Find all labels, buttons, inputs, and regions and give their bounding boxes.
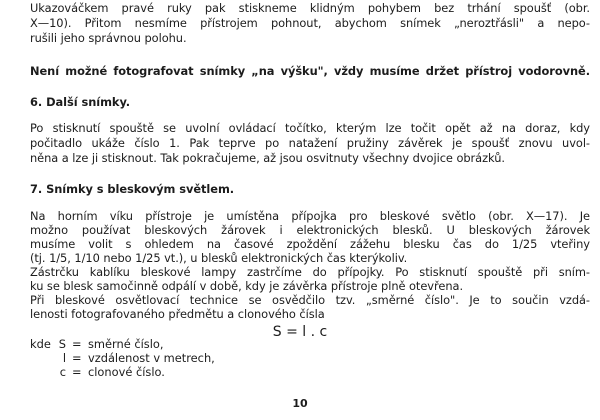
equals-sign: = bbox=[72, 351, 82, 365]
legend-symbol: S bbox=[58, 337, 66, 351]
legend-prefix: kde bbox=[30, 337, 51, 351]
warning-text: Není možné fotografovat snímky „na výšku", vždy musíme držet přístroj vodorovně. bbox=[30, 64, 590, 78]
section-6-heading: 6. Další snímky. bbox=[30, 95, 131, 109]
paragraph-3-line-8: lenosti fotografovaného předmětu a clonového čísla bbox=[30, 307, 325, 321]
paragraph-1-line-2: X—10). Přitom nesmíme přístrojem pohnout, abychom snímek „neroztřásli" a nepo- bbox=[30, 16, 590, 30]
paragraph-3-line-7: Při bleskové osvětlovací technice se osvědčilo tzv. „směrné číslo". Je to součin vzdá- bbox=[30, 293, 590, 307]
paragraph-3-line-3: musíme volit s ohledem na časové zpoždění zážehu blesku čas do 1/25 vteřiny bbox=[30, 237, 590, 251]
paragraph-2-line-1: Po stisknutí spouště se uvolní ovládací točítko, kterým lze točit opět až na doraz, kdy bbox=[30, 121, 590, 135]
formula: S = l . c bbox=[272, 324, 328, 340]
legend-definition: vzdálenost v metrech, bbox=[88, 351, 215, 365]
legend-definition: směrné číslo, bbox=[88, 337, 164, 351]
paragraph-2-line-3: něna a lze ji stisknout. Tak pokračujeme, až jsou osvitnuty všechny dvojice obrázků. bbox=[30, 151, 505, 165]
legend-symbol: c bbox=[59, 365, 66, 379]
paragraph-1-line-1: Ukazováčkem pravé ruky pak stiskneme klidným pohybem bez trhání spoušť (obr. bbox=[30, 1, 590, 15]
equals-sign: = bbox=[72, 337, 82, 351]
paragraph-3-line-1: Na horním víku přístroje je umístěna přípojka pro bleskové světlo (obr. X—17). Je bbox=[30, 209, 590, 223]
paragraph-3-line-5: Zástrčku kablíku bleskové lampy zastrčíme do přípojky. Po stisknutí spouště při sním- bbox=[30, 265, 590, 279]
paragraph-3-line-6: ku se blesk samočinně odpálí v době, kdy je závěrka přístroje plně otevřena. bbox=[30, 279, 464, 293]
page-number: 10 bbox=[292, 397, 308, 410]
equals-sign: = bbox=[72, 365, 82, 379]
paragraph-1-line-3: rušili jeho správnou polohu. bbox=[30, 31, 187, 45]
paragraph-3-line-4: (tj. 1/5, 1/10 nebo 1/25 vt.), u blesků elektronických čas kterýkoliv. bbox=[30, 251, 408, 265]
section-7-heading: 7. Snímky s bleskovým světlem. bbox=[30, 182, 235, 196]
paragraph-2-line-2: počitadlo ukáže číslo 1. Pak teprve po natažení pružiny závěrek je spoušť znovu uvol- bbox=[30, 136, 590, 150]
legend-definition: clonové číslo. bbox=[88, 365, 165, 379]
paragraph-3-line-2: možno používat bleskových žárovek i elektronických blesků. U bleskových žárovek bbox=[30, 223, 590, 237]
legend-symbol: l bbox=[62, 351, 66, 365]
